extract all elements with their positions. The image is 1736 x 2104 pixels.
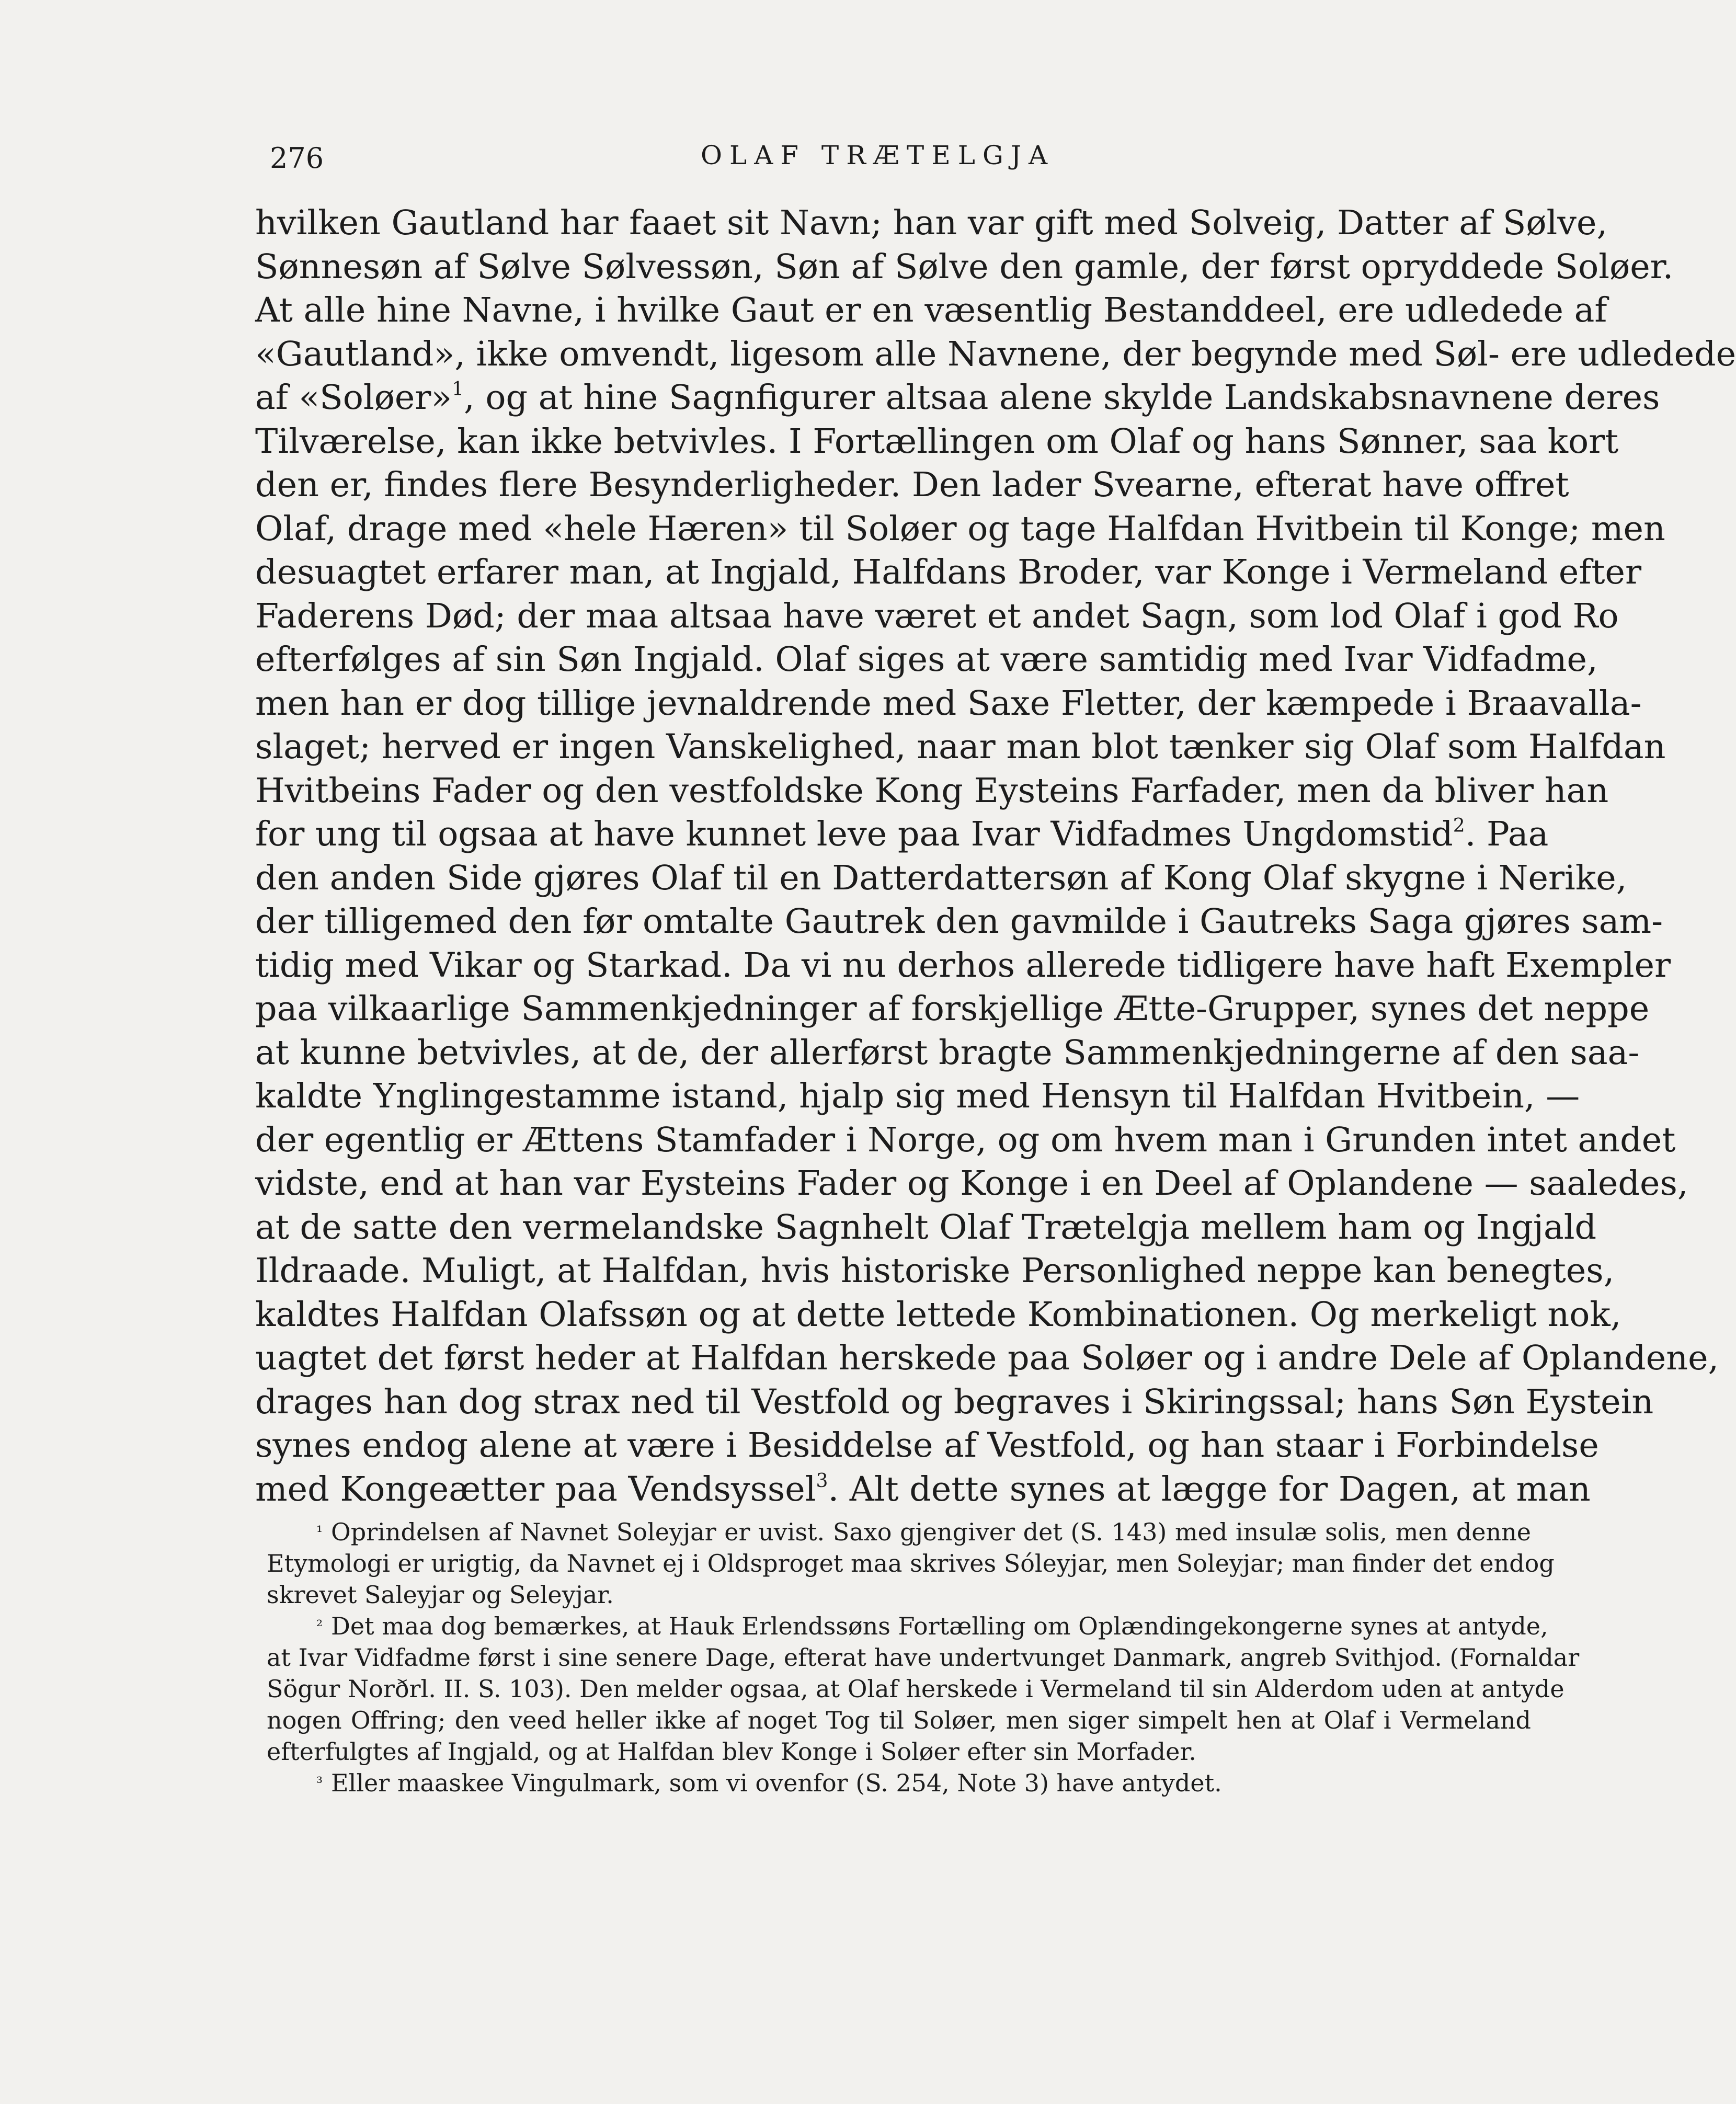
text-line: kaldte Ynglingestamme istand, hjalp sig med Hensyn til Halfdan Hvitbein, — xyxy=(255,1077,1580,1116)
text-line: kaldtes Halfdan Olafssøn og at dette lettede Kombinationen. Og merkeligt nok, xyxy=(255,1295,1621,1334)
text-line: at de satte den vermelandske Sagnhelt Olaf Trætelgja mellem ham og Ingjald xyxy=(255,1207,1597,1247)
text-line: hvilken Gautland har faaet sit Navn; han var gift med Solveig, Datter af Sølve, xyxy=(255,203,1608,243)
text-line: Sønnesøn af Sølve Sølvessøn, Søn af Sølve den gamle, der først opryddede Soløer. xyxy=(255,247,1674,287)
text-line: slaget; herved er ingen Vanskelighed, naar man blot tænker sig Olaf som Halfdan xyxy=(255,727,1666,767)
footnote-ref-2[interactable]: 2 xyxy=(1453,815,1465,837)
text-line: vidste, end at han var Eysteins Fader og Konge i en Deel af Oplandene — saaledes, xyxy=(255,1164,1688,1203)
text-line: paa vilkaarlige Sammenkjedninger af forskjellige Ætte-Grupper, synes det neppe xyxy=(255,989,1650,1028)
text-line: uagtet det først heder at Halfdan herskede paa Soløer og i andre Dele af Oplandene, xyxy=(255,1339,1719,1378)
footnote-1-line: Etymologi er urigtig, da Navnet ej i Oldsproget maa skrives Sóleyjar, men Soleyjar; man finder det endog xyxy=(267,1549,1555,1577)
footnote-2-line xyxy=(267,1610,1548,1642)
text-line: efterfølges af sin Søn Ingjald. Olaf siges at være samtidig med Ivar Vidfadme, xyxy=(255,640,1598,679)
footnote-ref-1[interactable]: 1 xyxy=(452,379,464,400)
text-line: synes endog alene at være i Besiddelse af Vestfold, og han staar i Forbindelse xyxy=(255,1426,1599,1465)
text-line: drages han dog strax ned til Vestfold og begraves i Skiringssal; hans Søn Eystein xyxy=(255,1382,1654,1422)
text-line: der egentlig er Ættens Stamfader i Norge, og om hvem man i Grunden intet andet xyxy=(255,1120,1676,1160)
footnote-2-line: at Ivar Vidfadme først i sine senere Dage, efterat have undertvunget Danmark, angreb Svithjod. (Fornaldar xyxy=(267,1643,1580,1672)
text-line: den anden Side gjøres Olaf til en Datterdattersøn af Kong Olaf skygne i Nerike, xyxy=(255,858,1627,898)
footnote-mark: ¹ xyxy=(316,1523,323,1541)
footnote-mark: ³ xyxy=(316,1774,323,1792)
text-segment: , og at hine Sagnfigurer altsaa alene skylde Landskabsnavnene deres xyxy=(464,378,1660,417)
text-line: at kunne betvivles, at de, der allerførst bragte Sammenkjedningerne af den saa- xyxy=(255,1033,1640,1072)
footnote-2-line: efterfulgtes af Ingjald, og at Halfdan blev Konge i Soløer efter sin Morfader. xyxy=(267,1737,1196,1766)
footnote-2-line: Sögur Norðrl. II. S. 103). Den melder ogsaa, at Olaf herskede i Vermeland til sin Alderdom uden at antyde xyxy=(267,1675,1564,1703)
text-line: Faderens Død; der maa altsaa have været et andet Sagn, som lod Olaf i god Ro xyxy=(255,596,1619,636)
text-line: Ildraade. Muligt, at Halfdan, hvis historiske Personlighed neppe kan benegtes, xyxy=(255,1251,1615,1290)
text-segment: af «Soløer» xyxy=(255,378,452,417)
footnote-ref-3[interactable]: 3 xyxy=(816,1470,828,1492)
footnote-1-line xyxy=(267,1516,1531,1548)
text-line: desuagtet erfarer man, at Ingjald, Halfdans Broder, var Konge i Vermeland efter xyxy=(255,553,1642,592)
text-line: der tilligemed den før omtalte Gautrek den gavmilde i Gautreks Saga gjøres sam- xyxy=(255,902,1663,941)
text-line: tidig med Vikar og Starkad. Da vi nu derhos allerede tidligere have haft Exempler xyxy=(255,945,1671,985)
text-segment: . Paa xyxy=(1465,815,1549,854)
text-line: «Gautland», ikke omvendt, ligesom alle Navnene, der begynde med Søl- ere udledede xyxy=(255,334,1736,374)
footnote-1-line: skrevet Saleyjar og Seleyjar. xyxy=(267,1581,614,1609)
text-line: Tilværelse, kan ikke betvivles. I Fortællingen om Olaf og hans Sønner, saa kort xyxy=(255,421,1619,461)
footnote-mark: ² xyxy=(316,1617,323,1636)
main-text xyxy=(255,201,1736,1511)
footnote-2-line: nogen Offring; den veed heller ikke af noget Tog til Soløer, men siger simpelt hen at Olaf i Vermeland xyxy=(267,1706,1531,1734)
text-line xyxy=(255,813,1549,856)
footnote-text: Det maa dog bemærkes, at Hauk Erlendssøns Fortælling om Oplændingekongerne synes at antyde, xyxy=(331,1612,1548,1640)
text-segment: . Alt dette synes at lægge for Dagen, at man xyxy=(828,1469,1591,1509)
text-line: men han er dog tillige jevnaldrende med Saxe Fletter, der kæmpede i Braavalla- xyxy=(255,683,1642,723)
text-line xyxy=(255,376,1660,420)
text-line: Hvitbeins Fader og den vestfoldske Kong Eysteins Farfader, men da bliver han xyxy=(255,771,1609,810)
text-line xyxy=(255,1468,1591,1512)
footnote-text: Oprindelsen af Navnet Soleyjar er uvist. Saxo gjengiver det (S. 143) med insulæ solis, men denne xyxy=(331,1518,1531,1546)
running-title: OLAF TRÆTELGJA xyxy=(701,140,1055,170)
text-line: den er, findes flere Besynderligheder. Den lader Svearne, efterat have offret xyxy=(255,465,1569,505)
footnotes xyxy=(267,1516,1580,1799)
text-segment: med Kongeætter paa Vendsyssel xyxy=(255,1469,816,1509)
text-line: Olaf, drage med «hele Hæren» til Soløer og tage Halfdan Hvitbein til Konge; men xyxy=(255,509,1665,548)
footnote-3-line xyxy=(267,1767,1531,1799)
text-segment: for ung til ogsaa at have kunnet leve paa Ivar Vidfadmes Ungdomstid xyxy=(255,815,1453,854)
page-number: 276 xyxy=(270,142,324,175)
footnote-text: Eller maaskee Vingulmark, som vi ovenfor (S. 254, Note 3) have antydet. xyxy=(331,1769,1222,1797)
text-line: At alle hine Navne, i hvilke Gaut er en væsentlig Bestanddeel, ere udledede af xyxy=(255,291,1607,330)
